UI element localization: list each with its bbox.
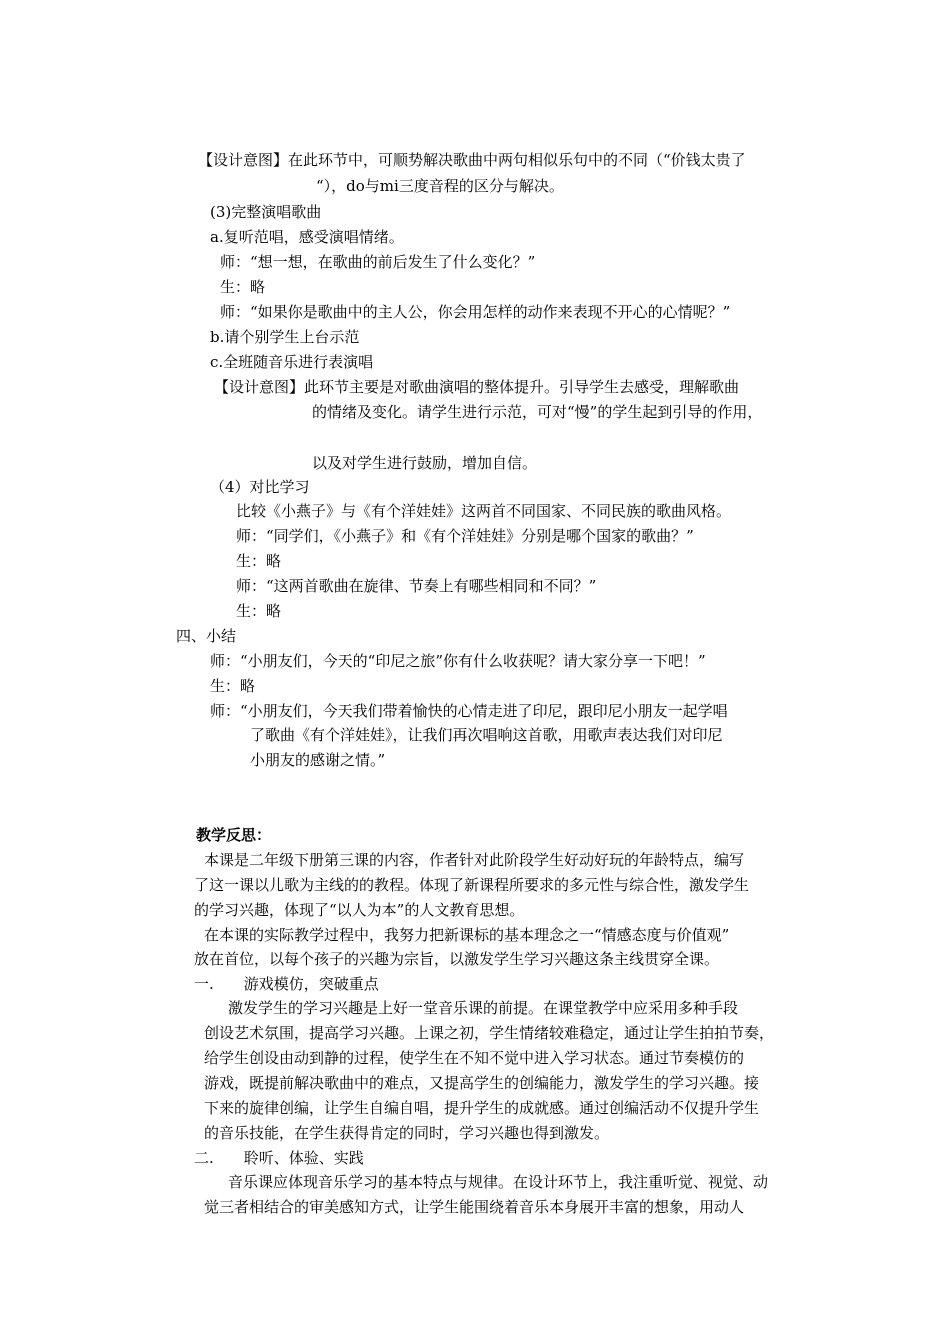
text-line: （4）对比学习 [210, 478, 310, 496]
text-line: “），do与mi三度音程的区分与解决。 [316, 177, 564, 195]
section-heading: 四、小结 [176, 627, 237, 645]
text-line: 师：“小朋友们，今天我们带着愉快的心情走进了印尼，跟印尼小朋友一起学唱 [210, 702, 728, 720]
text-line: 放在首位，以每个孩子的兴趣为宗旨，以激发学生学习兴趣这条主线贯穿全课。 [194, 950, 720, 968]
text-line: (3)完整演唱歌曲 [210, 203, 322, 221]
text-line: c.全班随音乐进行表演唱 [210, 353, 374, 371]
text-line: 小朋友的感谢之情。” [250, 751, 386, 769]
text-line: 师：“这两首歌曲在旋律、节奏上有哪些相同和不同？” [236, 577, 597, 595]
text-line: 生：略 [210, 677, 256, 695]
section-heading: 二. 聆听、体验、实践 [194, 1149, 364, 1167]
text-line: b.请个别学生上台示范 [210, 328, 360, 346]
text-line: 【设计意图】在此环节中，可顺势解决歌曲中两句相似乐句中的不同（“价钱太贵了 [198, 151, 746, 169]
text-line: 的音乐技能，在学生获得肯定的同时，学习兴趣也得到激发。 [204, 1124, 610, 1142]
reflection-heading: 教学反思： [196, 826, 272, 844]
text-line: 了这一课以儿歌为主线的的教程。体现了新课程所要求的多元性与综合性，激发学生 [194, 876, 750, 894]
text-line: 激发学生的学习兴趣是上好一堂音乐课的前提。在课堂教学中应采用多种手段 [228, 999, 739, 1017]
text-line: 的学习兴趣，体现了“以人为本”的人文教育思想。 [194, 901, 525, 919]
text-line: 师：“小朋友们，今天的“印尼之旅”你有什么收获呢？请大家分享一下吧！” [210, 652, 706, 670]
text-line: 了歌曲《有个洋娃娃》，让我们再次唱响这首歌，用歌声表达我们对印尼 [250, 726, 723, 744]
text-line: 比较《小燕子》与《有个洋娃娃》这两首不同国家、不同民族的歌曲风格。 [236, 502, 732, 520]
text-line: 创设艺术氛围，提高学习兴趣。上课之初，学生情绪较难稳定，通过让学生拍拍节奏， [204, 1024, 775, 1042]
text-line: 的情绪及变化。请学生进行示范，可对“慢”的学生起到引导的作用， [312, 403, 763, 421]
text-line: 以及对学生进行鼓励，增加自信。 [312, 454, 538, 472]
text-line: 【设计意图】此环节主要是对歌曲演唱的整体提升。引导学生去感受，理解歌曲 [214, 378, 740, 396]
text-line: 游戏，既提前解决歌曲中的难点，又提高学生的创编能力，激发学生的学习兴趣。接 [204, 1074, 760, 1092]
text-line: 师：“同学们，《小燕子》和《有个洋娃娃》分别是哪个国家的歌曲？” [236, 527, 694, 545]
text-line: 在本课的实际教学过程中，我努力把新课标的基本理念之一“情感态度与价值观” [204, 926, 730, 944]
text-line: 师：“如果你是歌曲中的主人公，你会用怎样的动作来表现不开心的心情呢？” [220, 303, 731, 321]
text-line: 觉三者相结合的审美感知方式，让学生能围绕着音乐本身展开丰富的想象，用动人 [204, 1198, 745, 1216]
text-line: 生：略 [236, 602, 282, 620]
text-line: 师：“想一想，在歌曲的前后发生了什么变化？” [220, 253, 536, 271]
section-heading: 一. 游戏模仿，突破重点 [194, 975, 379, 993]
text-line: 音乐课应体现音乐学习的基本特点与规律。在设计环节上，我注重听觉、视觉、动 [228, 1173, 769, 1191]
text-line: a.复听范唱，感受演唱情绪。 [210, 228, 404, 246]
text-line: 生：略 [236, 552, 282, 570]
text-line: 本课是二年级下册第三课的内容，作者针对此阶段学生好动好玩的年龄特点，编写 [204, 851, 745, 869]
text-line: 生：略 [220, 278, 266, 296]
text-line: 给学生创设由动到静的过程，使学生在不知不觉中进入学习状态。通过节奏模仿的 [204, 1049, 745, 1067]
text-line: 下来的旋律创编，让学生自编自唱，提升学生的成就感。通过创编活动不仅提升学生 [204, 1099, 760, 1117]
